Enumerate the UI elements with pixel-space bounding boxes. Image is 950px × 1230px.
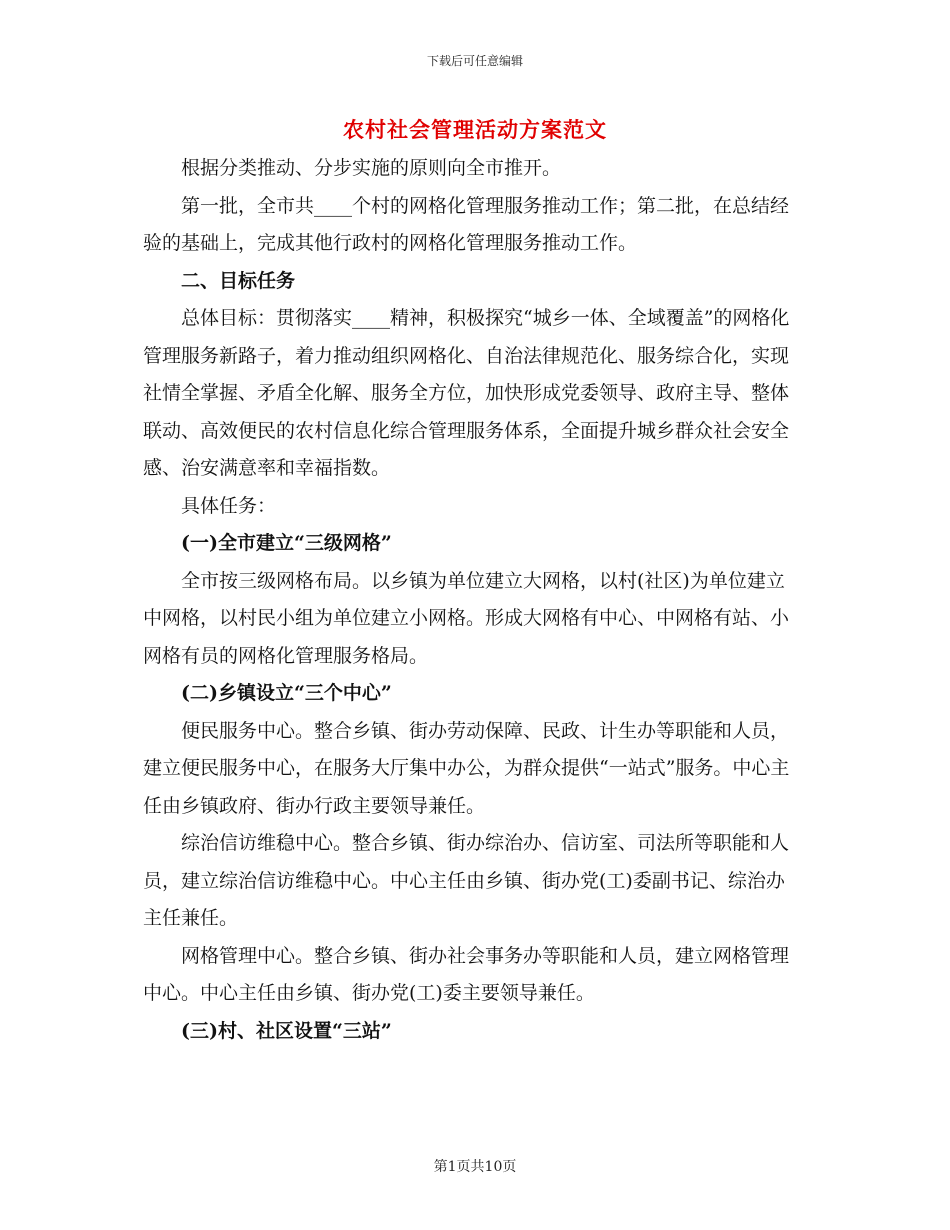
paragraph-service-center: 便民服务中心。整合乡镇、街办劳动保障、民政、计生办等职能和人员，建立便民服务中心，在服务大厅集中办公，为群众提供“一站式”服务。中心主任由乡镇政府、街办行政主要领导兼任。	[143, 719, 790, 817]
paragraph-overall-goal: 总体目标：贯彻落实____精神，积极探究“城乡一体、全域覆盖”的网格化管理服务新路子，着力推动组织网格化、自治法律规范化、服务综合化，实现社情全掌握、矛盾全化解、服务全方位，加快形成党委领导、政府主导、整体联动、高效便民的农村信息化综合管理服务体系，全面提升城乡群众社会安全感、治安满意率和幸福指数。	[143, 307, 790, 479]
paragraph-intro: 根据分类推动、分步实施的原则向全市推开。	[181, 157, 562, 179]
page-number: 第1页共10页	[433, 1159, 517, 1175]
subheading-three-level-grid: (一)全市建立“三级网格”	[181, 532, 392, 554]
paragraph-stability-center: 综治信访维稳中心。整合乡镇、街办综治办、信访室、司法所等职能和人员，建立综治信访维稳中心。中心主任由乡镇、街办党(工)委副书记、综治办主任兼任。	[143, 832, 790, 929]
paragraph-grid-management-center: 网格管理中心。整合乡镇、街办社会事务办等职能和人员，建立网格管理中心。中心主任由乡镇、街办党(工)委主要领导兼任。	[143, 944, 790, 1004]
subheading-three-centers: (二)乡镇设立“三个中心”	[181, 682, 392, 704]
document-body	[143, 150, 803, 1050]
section-heading-goals: 二、目标任务	[181, 269, 296, 292]
paragraph-specific-tasks: 具体任务：	[181, 494, 277, 517]
document-title: 农村社会管理活动方案范文	[343, 117, 607, 142]
header-note: 下载后可任意编辑	[426, 54, 523, 68]
paragraph-batches: 第一批，全市共____个村的网格化管理服务推动工作；第二批，在总结经验的基础上，完成其他行政村的网格化管理服务推动工作。	[143, 194, 790, 254]
paragraph-grid-layout: 全市按三级网格布局。以乡镇为单位建立大网格，以村(社区)为单位建立中网格，以村民小组为单位建立小网格。形成大网格有中心、中网格有站、小网格有员的网格化管理服务格局。	[143, 569, 790, 667]
subheading-three-stations: (三)村、社区设置“三站”	[181, 1019, 392, 1042]
